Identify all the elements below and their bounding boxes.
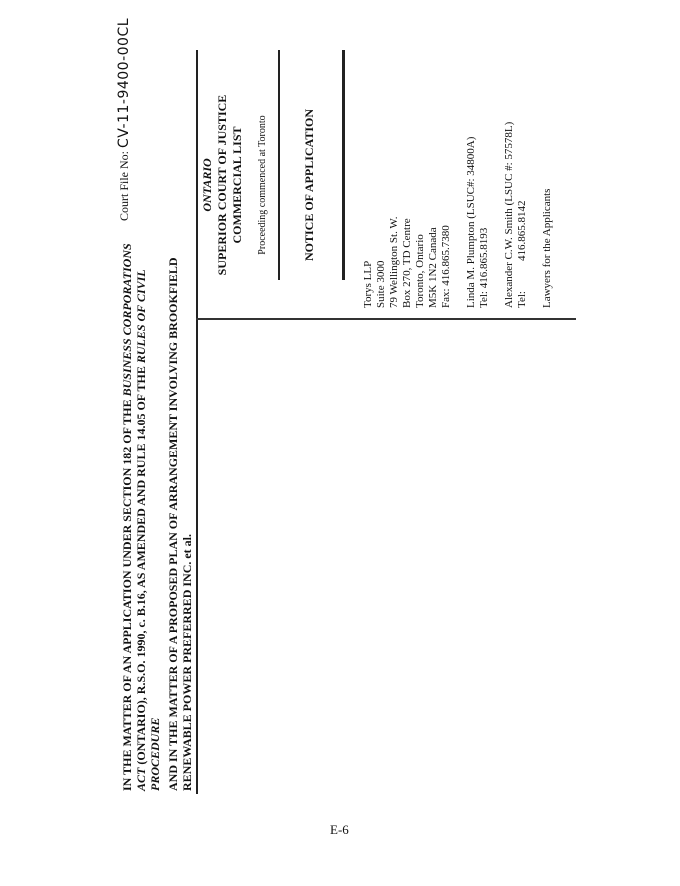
left-divider-line [196,319,198,794]
address-line: Suite 3000 [375,260,387,308]
address-line: 79 Wellington St. W. [388,216,400,308]
firm-fax: Fax: 416.865.7380 [440,225,452,308]
page-number: E-6 [330,822,349,837]
backsheet-top-line [196,50,198,320]
band-line-1 [278,50,280,280]
lawyer-2-tel: Tel:416.865.8142 [516,200,528,308]
lawyer-2-name: Alexander C.W. Smith (LSUC #: 57578L) [503,121,515,308]
lawyer-1-tel: Tel: 416.865.8193 [478,227,490,308]
province-label: ONTARIO [200,158,214,212]
court-file-number [116,18,132,221]
court-name: SUPERIOR COURT OF JUSTICE [215,94,229,276]
firm-name: Torys LLP [362,260,374,308]
court-file-label: Court File No: [117,150,131,221]
address-line: Box 270, TD Centre [401,218,413,308]
address-line: Toronto, Ontario [414,234,426,308]
band-line-2 [342,50,345,280]
lawyer-1-name: Linda M. Plumpton (LSUC#: 34800A) [465,136,477,308]
document-title: NOTICE OF APPLICATION [302,109,316,262]
lawyers-role: Lawyers for the Applicants [541,188,553,308]
court-band [200,50,268,320]
firm-block [362,8,554,308]
matter-heading-2: AND IN THE MATTER OF A PROPOSED PLAN OF ARRANGEMENT INVOLVING BROOKFIELD RENEWABLE POWER PREFERRED INC. et al. [166,257,194,791]
handwritten-file-number: CV-11-9400-00CL [116,17,132,148]
address-line: M5K 1N2 Canada [427,227,439,308]
court-list: COMMERCIAL LIST [230,126,244,244]
matter-heading-1: IN THE MATTER OF AN APPLICATION UNDER SECTION 182 OF THE BUSINESS CORPORATIONS ACT (ONTARIO), R.S.O. 1990, c. B.16, AS AMENDED AND RULE 14.05 OF THE RULES OF CIVIL PROCEDURE [120,243,162,791]
proceeding-location: Proceeding commenced at Toronto [257,115,268,255]
